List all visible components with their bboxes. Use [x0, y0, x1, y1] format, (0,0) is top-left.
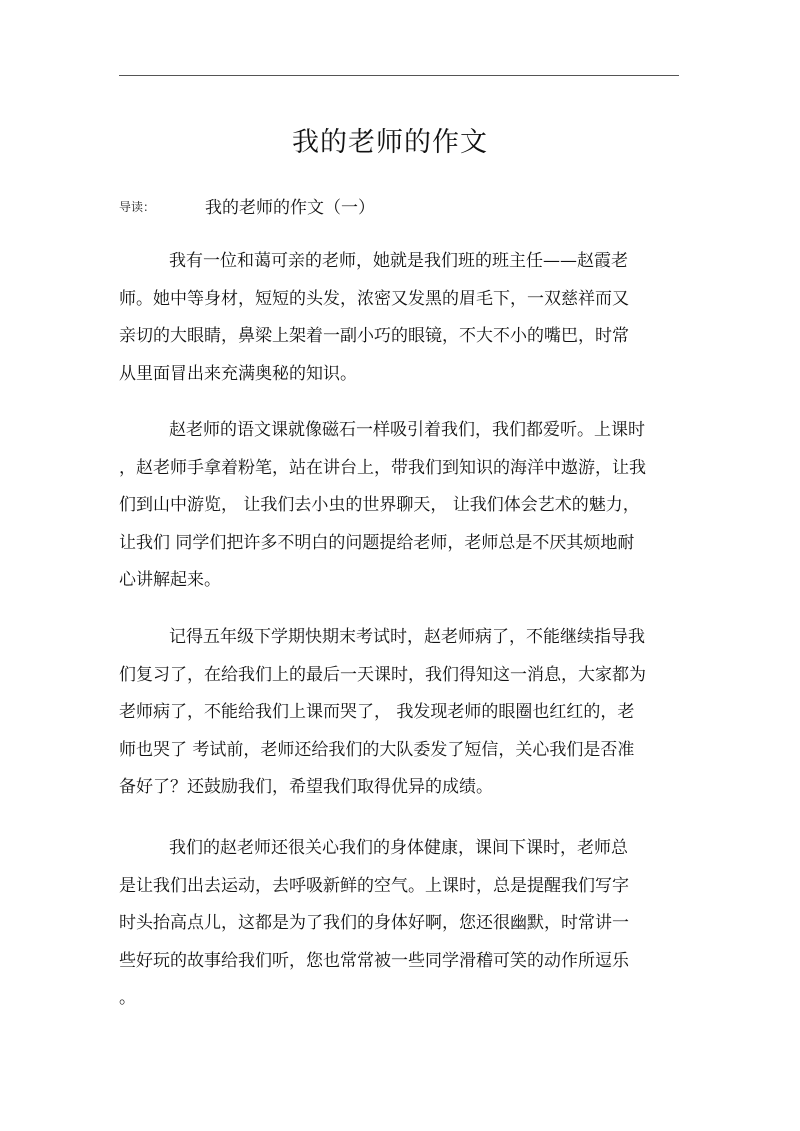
paragraph-2 [119, 412, 664, 600]
paragraph-3 [119, 619, 664, 807]
paragraph-4 [119, 830, 664, 1018]
paragraph-1 [119, 243, 664, 393]
lead-label: 导读： [119, 200, 156, 214]
paragraph-line: 备好了？还鼓励我们，希望我们取得优异的成绩。 [119, 777, 493, 797]
lead-text: 我的老师的作文（一） [205, 198, 375, 218]
paragraph-line: 赵老师的语文课就像磁石一样吸引着我们，我们都爱听。上课时 [169, 420, 645, 440]
paragraph-line: ，赵老师手拿着粉笔，站在讲台上，带我们到知识的海洋中遨游，让我 [119, 457, 646, 478]
paragraph-line: 我有一位和蔼可亲的老师，她就是我们班的班主任——赵霞老 [169, 251, 628, 271]
paragraph-line: 们复习了，在给我们上的最后一天课时，我们得知这一消息，大家都为 [119, 664, 646, 685]
paragraph-line: 是让我们出去运动，去呼吸新鲜的空气。上课时，总是提醒我们写字 [119, 875, 629, 896]
paragraph-line: 师也哭了 考试前，老师还给我们的大队委发了短信，关心我们是否准 [119, 739, 635, 760]
paragraph-line: 们到山中游览， 让我们去小虫的世界聊天， 让我们体会艺术的魅力， [119, 495, 640, 515]
header-rule [119, 75, 679, 76]
paragraph-line: 。 [119, 988, 136, 1008]
paragraph-line: 记得五年级下学期快期末考试时，赵老师病了，不能继续指导我 [169, 627, 645, 647]
paragraph-line: 心讲解起来。 [119, 570, 221, 590]
paragraph-line: 老师病了，不能给我们上课而哭了， 我发现老师的眼圈也红红的，老 [119, 702, 635, 722]
paragraph-line: 时头抬高点儿，这都是为了我们的身体好啊，您还很幽默，时常讲一 [119, 913, 629, 933]
document-title: 我的老师的作文 [292, 127, 488, 158]
paragraph-line: 师。她中等身材，短短的头发，浓密又发黑的眉毛下，一双慈祥而又 [119, 288, 629, 309]
paragraph-line: 亲切的大眼睛，鼻梁上架着一副小巧的眼镜，不大不小的嘴巴，时常 [119, 326, 629, 346]
paragraph-line: 从里面冒出来充满奥秘的知识。 [119, 363, 357, 384]
paragraph-line: 让我们 同学们把许多不明白的问题提给老师，老师总是不厌其烦地耐 [119, 532, 635, 553]
paragraph-line: 些好玩的故事给我们听，您也常常被一些同学滑稽可笑的动作所逗乐 [119, 950, 629, 971]
paragraph-line: 我们的赵老师还很关心我们的身体健康，课间下课时，老师总 [169, 838, 628, 858]
